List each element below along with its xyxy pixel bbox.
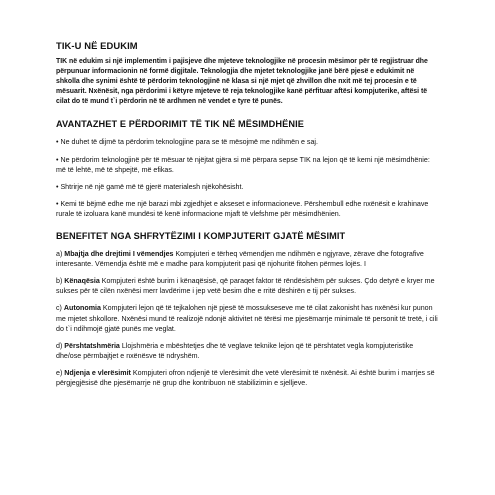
benefit-item [56, 249, 439, 269]
benefit-text: Kompjuteri ofron ndjenjë të vlerësimit dhe vetë vlerësimit të nxënësit. Ai është burim i marrjes së përgjegjësisë dhe pjesëmarrje në grup dhe kontribuon në stabilizimin e sjelljeve. [56, 368, 435, 387]
benefit-term: Ndjenja e vlerësimit [64, 368, 131, 377]
benefit-label: b) [56, 277, 65, 286]
benefit-term: Autonomia [63, 304, 101, 313]
benefit-item [56, 276, 439, 296]
benefit-item [56, 368, 439, 388]
section-title-benefitet: BENEFITET NGA SHFRYTËZIMI I KOMPJUTERIT GJATË MËSIMIT [56, 231, 346, 242]
benefit-label: d) [56, 341, 65, 350]
advantages-list [56, 137, 439, 219]
section-title-avantazhet: AVANTAZHET E PËRDORIMIT TË TIK NË MËSIMDHËNIE [56, 119, 304, 130]
benefit-term: Përshtatshmëria [64, 341, 120, 350]
benefit-text: Llojshmëria e mbështetjes dhe të veglave teknike lejon që të përshtatet vegla kompjuteristike dhe/ose përmbajtjet e nxënësve të ndryshëm. [56, 341, 414, 360]
benefit-text: Kompjuteri e tërheq vëmendjen me ndihmën e ngjyrave, zërave dhe fotografive interesante. Vëmendja është më e madhe para kompjuterit pasi që njohuritë fitohen përmes lojës. I [56, 250, 424, 269]
advantage-item: • Ne përdorim teknologjinë për të mësuar të njëjtat gjëra si më përpara sepse TIK na lejon që të kemi një mësimdhënie: më të lehtë, më të shpejtë, më efikas. [56, 155, 430, 174]
benefit-term: Mbajtja dhe drejtimi I vëmendjes [64, 250, 174, 259]
benefit-label: e) [56, 368, 65, 377]
advantage-item: • Shtrirje në një gamë më të gjerë materialesh njëkohësisht. [56, 182, 244, 191]
benefit-text: Kompjuteri është burim i kënaqësisë, që paraqet faktor të rëndësishëm për sukses. Çdo detyrë e kryer me sukses për të cilën nxënësi merr lavdërime i jep vetë besim dhe e rritë dëshirën e tij për sukses. [56, 277, 435, 296]
benefit-term: Kënaqësia [64, 277, 100, 286]
advantage-item: • Kemi të bëjmë edhe me një barazi mbi zgjedhjet e akseset e informacioneve. Përshembull edhe nxënësit e krahinave rurale të izoluara kanë mundësi të kenë informacione mjaft të vlefshme për mësimdhënien. [56, 199, 429, 218]
benefit-label: c) [56, 304, 64, 313]
advantage-item: • Ne duhet të dijmë ta përdorim teknologjine para se të mësojmë me ndihmën e saj. [56, 138, 318, 147]
section-title-tik-ne-edukim: TIK-U NË EDUKIM [56, 40, 138, 51]
benefit-text: Kompjuteri lejon që të tejkalohen një pjesë të mossukseseve me të cilat zakonisht has nxënësi kur punon me mjetet shkollore. Nxënësi mund të realizojë ndonjë aktivitet në tërësi me pjesëmarrje minimale të personit të tretë, i cili do t`i ndihmojë gjatë punës me veglat. [56, 304, 438, 333]
benefit-item [56, 303, 439, 333]
benefits-list [56, 249, 439, 388]
intro-paragraph: TIK në edukim si një implementim i pajisjeve dhe mjeteve teknologjike në procesin mësimor për të regjistruar dhe përpunuar informacionin në formë digjitale. Teknologjia dhe mjetet teknologjike janë bërë pjesë e edukimit në shkolla dhe synimi është të përdorim teknologjinë në klasa si një mjet që zhvillon dhe nxit më tej procesin e të mësuarit. Nxënësit, nga përdorimi i këtyre mjeteve të reja teknologjike kanë përfituar aftësi kompjuterike, aftësi të cilat do të mund t`i përdorin në të ardhmen në vendet e tyre të punës. [56, 58, 428, 106]
benefit-label: a) [56, 250, 65, 259]
benefit-item [56, 341, 439, 361]
